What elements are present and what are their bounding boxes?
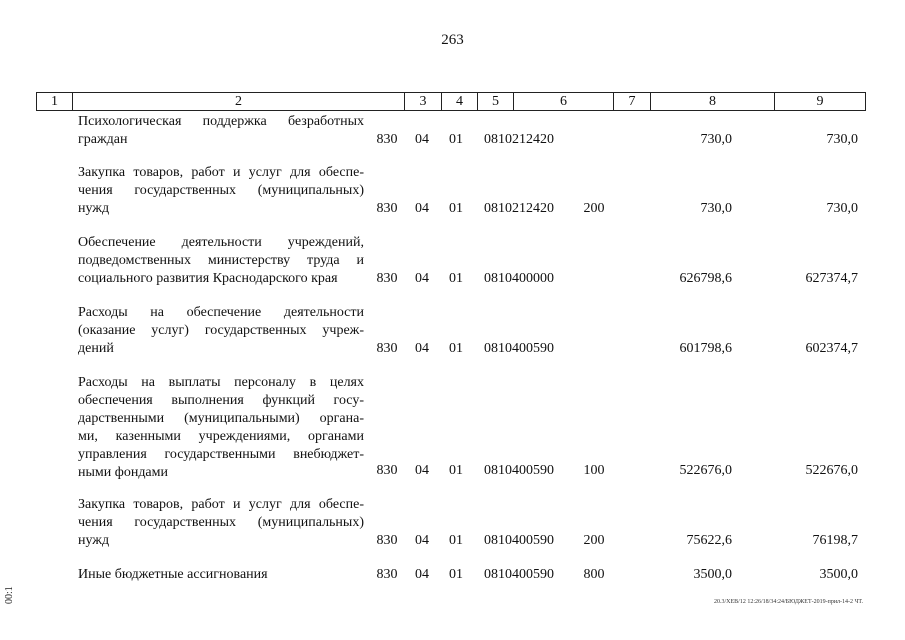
cell-col-5: 01 xyxy=(449,271,463,286)
cell-col-6: 0810212420 xyxy=(484,201,554,216)
description-line: ными фондами xyxy=(78,465,169,480)
cell-col-9: 730,0 xyxy=(826,132,858,147)
header-col-8: 8 xyxy=(651,93,775,110)
cell-col-8: 730,0 xyxy=(700,201,732,216)
header-col-5: 5 xyxy=(478,93,514,110)
cell-col-5: 01 xyxy=(449,201,463,216)
cell-col-9: 3500,0 xyxy=(819,567,858,582)
description-line: дений xyxy=(78,341,114,356)
description-line: управления государственными внебюджет- xyxy=(78,447,364,462)
header-col-1: 1 xyxy=(37,93,73,110)
description-line: чения государственных (муниципальных) xyxy=(78,183,364,198)
row-description xyxy=(78,374,364,482)
cell-col-3: 830 xyxy=(376,463,398,478)
cell-col-6: 0810212420 xyxy=(484,132,554,147)
row-description xyxy=(78,164,364,218)
row-description xyxy=(78,496,364,550)
description-line: Психологическая поддержка безработных xyxy=(78,114,364,129)
cell-col-9: 522676,0 xyxy=(805,463,858,478)
page-number: 263 xyxy=(441,32,464,48)
cell-col-3: 830 xyxy=(376,567,398,582)
cell-col-3: 830 xyxy=(376,271,398,286)
cell-col-4: 04 xyxy=(415,132,429,147)
cell-col-7: 200 xyxy=(583,201,605,216)
description-line: Расходы на выплаты персоналу в целях xyxy=(78,375,364,390)
description-line: Иные бюджетные ассигнования xyxy=(78,567,268,582)
description-line: обеспечения выполнения функций госу- xyxy=(78,393,364,408)
cell-col-4: 04 xyxy=(415,271,429,286)
side-margin-mark: 00:1 xyxy=(4,586,15,604)
description-line: Расходы на обеспечение деятельности xyxy=(78,305,364,320)
row-description xyxy=(78,304,364,358)
cell-col-3: 830 xyxy=(376,201,398,216)
cell-col-6: 0810400590 xyxy=(484,463,554,478)
header-col-3: 3 xyxy=(405,93,442,110)
description-line: Закупка товаров, работ и услуг для обеспе- xyxy=(78,165,364,180)
cell-col-4: 04 xyxy=(415,201,429,216)
cell-col-7: 100 xyxy=(583,463,605,478)
cell-col-6: 0810400590 xyxy=(484,567,554,582)
row-description xyxy=(78,113,364,149)
cell-col-5: 01 xyxy=(449,341,463,356)
cell-col-5: 01 xyxy=(449,533,463,548)
cell-col-8: 626798,6 xyxy=(679,271,732,286)
header-col-2: 2 xyxy=(73,93,405,110)
description-line: нужд xyxy=(78,201,110,216)
cell-col-3: 830 xyxy=(376,341,398,356)
description-line: социального развития Краснодарского края xyxy=(78,271,338,286)
header-col-7: 7 xyxy=(614,93,651,110)
cell-col-8: 522676,0 xyxy=(679,463,732,478)
cell-col-9: 602374,7 xyxy=(805,341,858,356)
cell-col-8: 730,0 xyxy=(700,132,732,147)
cell-col-3: 830 xyxy=(376,533,398,548)
cell-col-4: 04 xyxy=(415,567,429,582)
cell-col-8: 75622,6 xyxy=(686,533,732,548)
cell-col-5: 01 xyxy=(449,132,463,147)
cell-col-4: 04 xyxy=(415,341,429,356)
description-line: дарственными (муниципальными) органа- xyxy=(78,411,364,426)
cell-col-5: 01 xyxy=(449,463,463,478)
description-line: Закупка товаров, работ и услуг для обеспе- xyxy=(78,497,364,512)
document-footer-code: 20.3/XEB/12 12:26/18/34:24/БЮДЖЕТ-2019-прил-14-2 ЧТ. xyxy=(713,599,863,605)
cell-col-7: 800 xyxy=(583,567,605,582)
cell-col-9: 76198,7 xyxy=(812,533,858,548)
table-header-row xyxy=(36,92,866,111)
cell-col-4: 04 xyxy=(415,533,429,548)
header-col-9: 9 xyxy=(816,94,824,109)
header-col-6: 6 xyxy=(514,93,614,110)
header-col-4: 4 xyxy=(442,93,478,110)
description-line: чения государственных (муниципальных) xyxy=(78,515,364,530)
description-line: нужд xyxy=(78,533,110,548)
cell-col-7: 200 xyxy=(583,533,605,548)
description-line: граждан xyxy=(78,132,128,147)
cell-col-3: 830 xyxy=(376,132,398,147)
cell-col-8: 601798,6 xyxy=(679,341,732,356)
description-line: Обеспечение деятельности учреждений, xyxy=(78,235,364,250)
description-line: ми, казенными учреждениями, органами xyxy=(78,429,364,444)
cell-col-9: 730,0 xyxy=(826,201,858,216)
row-description xyxy=(78,566,364,584)
row-description xyxy=(78,234,364,288)
description-line: подведомственных министерству труда и xyxy=(78,253,364,268)
cell-col-6: 0810400590 xyxy=(484,341,554,356)
description-line: (оказание услуг) государственных учреж- xyxy=(78,323,364,338)
cell-col-6: 0810400000 xyxy=(484,271,554,286)
cell-col-5: 01 xyxy=(449,567,463,582)
cell-col-4: 04 xyxy=(415,463,429,478)
cell-col-8: 3500,0 xyxy=(693,567,732,582)
cell-col-6: 0810400590 xyxy=(484,533,554,548)
cell-col-9: 627374,7 xyxy=(805,271,858,286)
